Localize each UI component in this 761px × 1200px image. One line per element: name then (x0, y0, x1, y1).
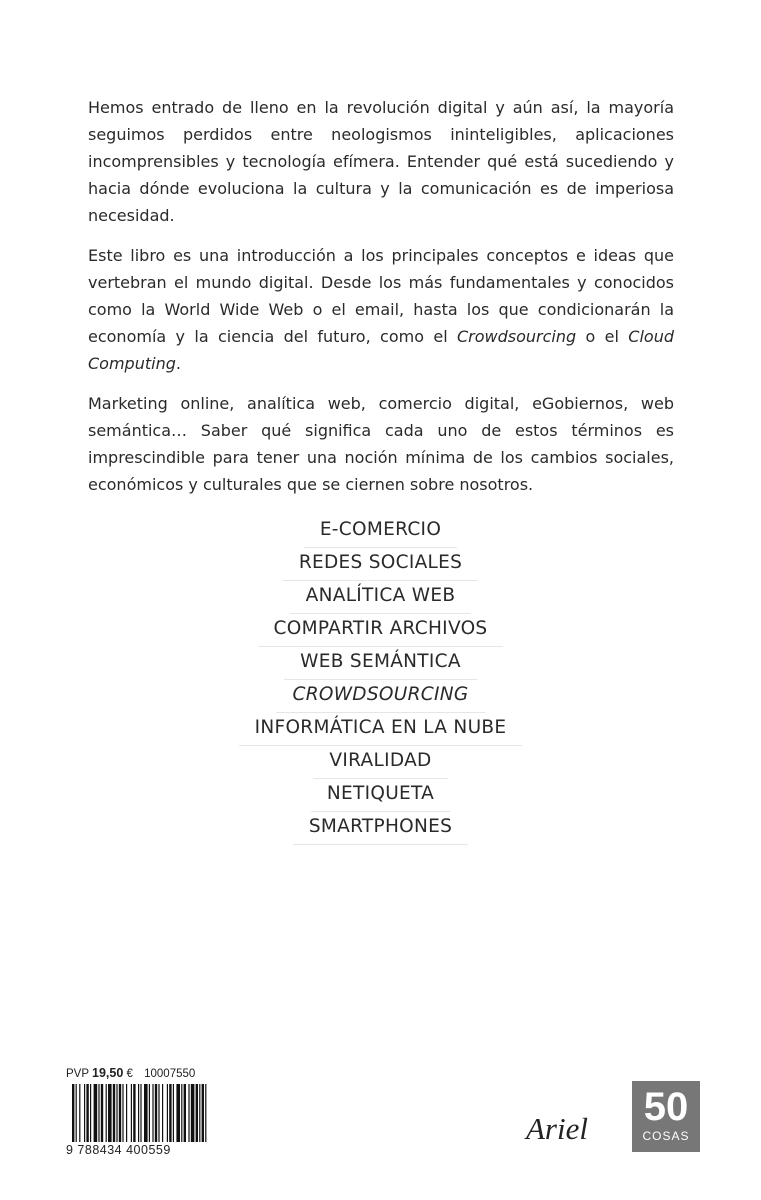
blurb-paragraph-2-connector: o el (576, 327, 629, 346)
barcode-bar (202, 1084, 204, 1142)
barcode-bar (140, 1084, 141, 1142)
barcode-bar (86, 1084, 88, 1142)
barcode-bar (119, 1084, 121, 1142)
barcode-bar (205, 1084, 206, 1142)
topic-item: ANALÍTICA WEB (290, 581, 472, 614)
barcode-bar (113, 1084, 115, 1142)
topics-list (0, 515, 761, 845)
barcode-bar (181, 1084, 182, 1142)
barcode-bar (126, 1084, 127, 1142)
product-code: 10007550 (144, 1068, 196, 1080)
blurb-paragraph-2-text: Este libro es una introducción a los principales conceptos e ideas que vertebran el mundo digital. Desde los más fundamentales y conocidos como la World Wide Web o el email, hasta los que condicionarán la economía y la ciencia del futuro, como el (88, 246, 674, 346)
barcode-bar (144, 1084, 148, 1142)
price-currency: € (126, 1068, 133, 1080)
barcode-bar (188, 1084, 189, 1142)
crowdsourcing-term: Crowdsourcing (456, 327, 577, 346)
barcode-bar (106, 1084, 107, 1142)
barcode-bar (196, 1084, 198, 1142)
barcode-bar (90, 1084, 91, 1142)
price-label: PVP (66, 1068, 89, 1080)
barcode-bar (116, 1084, 117, 1142)
barcode-bar (101, 1084, 103, 1142)
barcode-bar (84, 1084, 85, 1142)
barcode-bar (138, 1084, 139, 1142)
collection-number: 50 (643, 1085, 689, 1129)
topic-item: NETIQUETA (311, 779, 450, 812)
barcode-bar (184, 1084, 186, 1142)
barcode-bar (149, 1084, 150, 1142)
barcode-bar (98, 1084, 99, 1142)
collection-badge (632, 1081, 700, 1152)
collection-word: COSAS (642, 1129, 690, 1143)
barcode-bar (152, 1084, 153, 1142)
barcode-bar (158, 1084, 159, 1142)
publisher-logo: Ariel (526, 1111, 588, 1146)
barcode-bar (76, 1084, 77, 1142)
barcode-bar (169, 1084, 171, 1142)
topic-item: COMPARTIR ARCHIVOS (258, 614, 504, 647)
barcode-bar (94, 1084, 98, 1142)
barcode-bar (131, 1084, 132, 1142)
topic-item: VIRALIDAD (313, 746, 447, 779)
cloud-computing-term: Cloud Computing (88, 327, 674, 373)
barcode-block (66, 1066, 216, 1157)
blurb-paragraph-1: Hemos entrado de lleno en la revolución digital y aún así, la mayoría seguimos perdidos entre neologismos ininteligibles, aplicaciones incomprensibles y tecnología efímera. Entender qué está sucediendo y hacia dónde evoluciona la cultura y la comunicación es de imperiosa necesidad. (88, 98, 674, 225)
barcode-bar (108, 1084, 112, 1142)
blurb-paragraph-2-end: . (175, 354, 181, 373)
topic-item: WEB SEMÁNTICA (284, 647, 477, 680)
topic-item: CROWDSOURCING (276, 680, 484, 713)
barcode-bar (173, 1084, 174, 1142)
ean-number: 9 788434 400559 (66, 1143, 171, 1157)
blurb-paragraph-2 (88, 242, 674, 377)
barcode-bar (79, 1084, 80, 1142)
blurb-paragraph-3: Marketing online, analítica web, comercio digital, eGobiernos, web semántica… Saber qué significa cada uno de estos términos es imprescindible para tener una noción mínima de los cambios sociales, económicos y culturales que se ciernen sobre nosotros. (88, 394, 674, 494)
barcode-bar (176, 1084, 180, 1142)
barcode-bar (191, 1084, 195, 1142)
barcode-bar (155, 1084, 157, 1142)
barcode-bar (122, 1084, 123, 1142)
price-amount: 19,50 (92, 1066, 124, 1080)
topic-item: SMARTPHONES (293, 812, 468, 845)
back-cover-blurb (88, 94, 674, 511)
barcode-bar (133, 1084, 135, 1142)
barcode-bar (162, 1084, 163, 1142)
barcode-icon (70, 1084, 210, 1142)
barcode-bar (72, 1084, 74, 1142)
price-line (66, 1066, 216, 1080)
barcode-bar (167, 1084, 168, 1142)
topic-item: REDES SOCIALES (283, 548, 478, 581)
barcode-bar (199, 1084, 200, 1142)
topic-item: E-COMERCIO (304, 515, 457, 548)
topic-item: INFORMÁTICA EN LA NUBE (239, 713, 523, 746)
